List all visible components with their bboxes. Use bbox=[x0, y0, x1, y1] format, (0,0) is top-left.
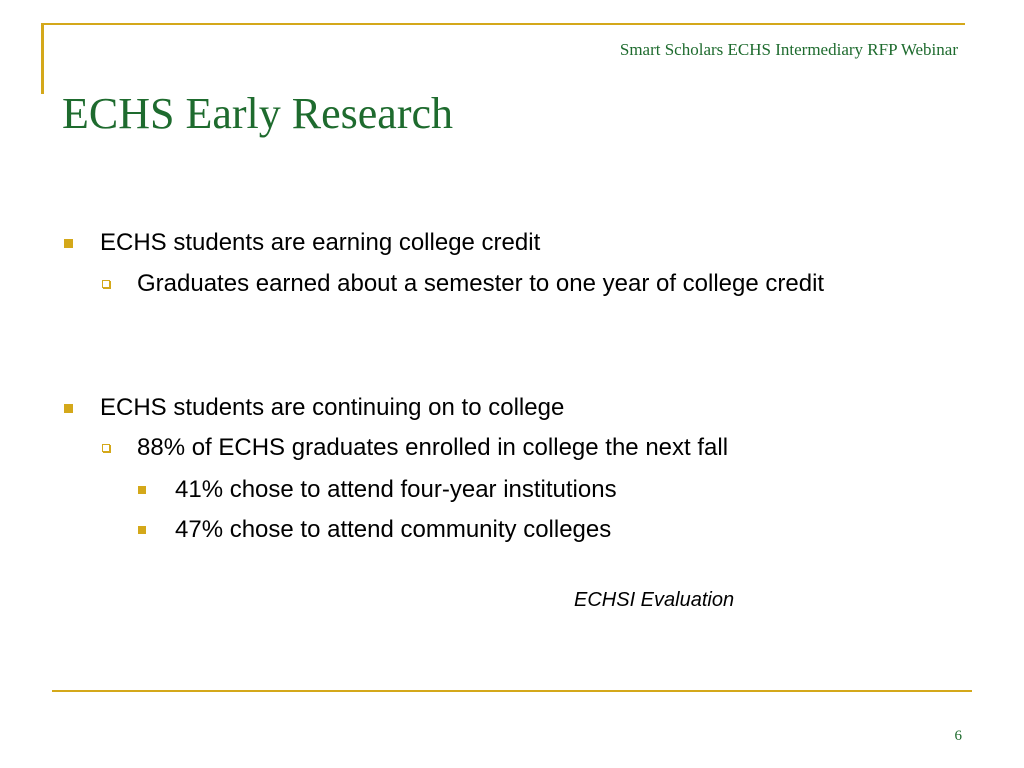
bullet-text: Graduates earned about a semester to one year of college credit bbox=[137, 270, 825, 297]
slide-title: ECHS Early Research bbox=[62, 89, 453, 138]
bullet-text: 41% chose to attend four-year institutions bbox=[175, 476, 617, 503]
header-caption: Smart Scholars ECHS Intermediary RFP Webinar bbox=[619, 40, 958, 59]
sub-sub-bullet-four-year bbox=[138, 476, 617, 504]
sub-bullet-enrolled-next-fall bbox=[102, 434, 728, 462]
hollow-square-bullet-icon bbox=[102, 280, 110, 288]
filled-square-bullet-icon bbox=[64, 404, 73, 413]
filled-square-bullet-icon bbox=[64, 239, 73, 248]
filled-square-bullet-icon bbox=[138, 526, 146, 534]
bullet-earning-credit bbox=[64, 229, 540, 257]
sub-bullet-graduates-credit bbox=[102, 270, 824, 298]
page-number: 6 bbox=[954, 728, 962, 744]
hollow-square-bullet-icon bbox=[102, 444, 110, 452]
filled-square-bullet-icon bbox=[138, 486, 146, 494]
citation: ECHSI Evaluation bbox=[574, 589, 735, 611]
bullet-text: ECHS students are earning college credit bbox=[100, 229, 541, 256]
bottom-rule bbox=[52, 690, 972, 692]
bullet-text: 47% chose to attend community colleges bbox=[175, 516, 612, 543]
bullet-continuing-college bbox=[64, 394, 564, 422]
bullet-text: 88% of ECHS graduates enrolled in college the next fall bbox=[137, 434, 729, 461]
left-accent-bar bbox=[41, 24, 44, 94]
top-rule bbox=[41, 23, 965, 25]
sub-sub-bullet-community bbox=[138, 516, 611, 544]
bullet-text: ECHS students are continuing on to college bbox=[100, 394, 565, 421]
